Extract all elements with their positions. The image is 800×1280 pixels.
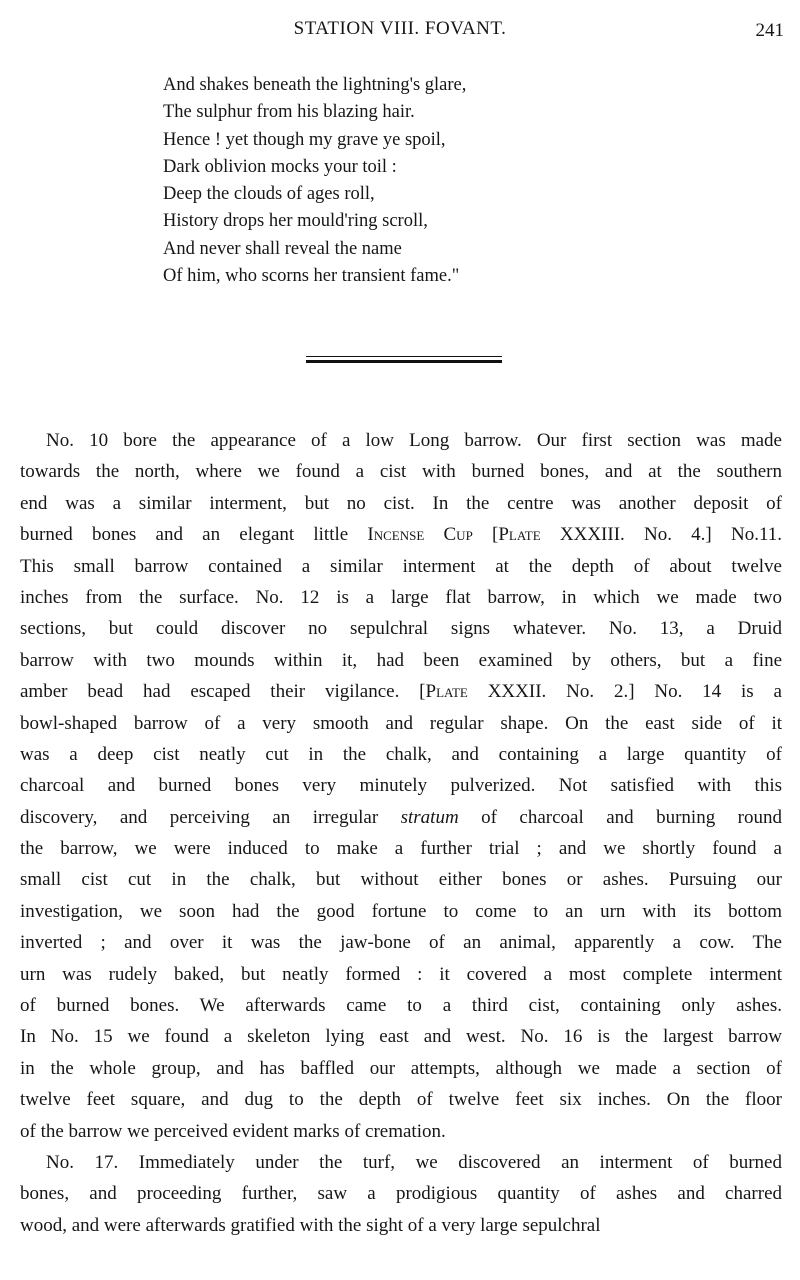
small-caps-text: Plate: [498, 524, 541, 546]
text-line: [20, 1084, 782, 1115]
text-line: [20, 582, 782, 613]
text-segment: end was a similar interment, but no cist. In the centre was another deposit of: [20, 492, 782, 514]
text-line: [20, 1053, 782, 1084]
text-segment: sections, but could discover no sepulchral signs whatever. No. 13, a Druid: [20, 618, 782, 640]
text-line: [20, 739, 782, 770]
text-line: [20, 864, 782, 895]
page-number: 241: [755, 20, 784, 41]
poem-line: Deep the clouds of ages roll,: [163, 184, 375, 205]
text-segment: of charcoal and burning round: [458, 806, 782, 828]
section-divider-thin: [306, 356, 502, 357]
text-segment: of burned bones. We afterwards came to a third cist, containing only ashes.: [20, 995, 782, 1017]
text-line: [20, 519, 782, 550]
text-segment: twelve feet square, and dug to the depth of twelve feet six inches. On the floor: [20, 1089, 782, 1111]
text-line: [20, 425, 782, 456]
text-line: [20, 1021, 782, 1052]
text-segment: burned bones and an elegant little: [20, 524, 368, 546]
text-segment: No. 17. Immediately under the turf, we discovered an interment of burned: [46, 1151, 782, 1173]
poem-line: And never shall reveal the name: [163, 238, 402, 259]
text-line: [20, 990, 782, 1021]
text-segment: investigation, we soon had the good fortune to come to an urn with its bottom: [20, 900, 782, 922]
text-segment: of the barrow we perceived evident marks of cremation.: [20, 1120, 446, 1142]
text-segment: towards the north, where we found a cist with burned bones, and at the southern: [20, 461, 782, 483]
text-segment: In No. 15 we found a skeleton lying east and west. No. 16 is the largest barrow: [20, 1026, 782, 1048]
text-line: [20, 896, 782, 927]
small-caps-text: Incense Cup: [367, 524, 473, 546]
text-segment: No. 10 bore the appearance of a low Long barrow. Our first section was made: [46, 430, 782, 451]
text-segment: inverted ; and over it was the jaw-bone of an animal, apparently a cow. The: [20, 932, 782, 954]
running-head-title: STATION VIII. FOVANT.: [293, 18, 507, 39]
italic-text: stratum: [400, 806, 459, 828]
text-segment: inches from the surface. No. 12 is a large flat barrow, in which we made two: [20, 586, 782, 608]
body-text: [20, 425, 782, 1241]
section-divider-thick: [306, 360, 502, 363]
poem-line: And shakes beneath the lightning's glare,: [163, 75, 467, 95]
poem-line: Dark oblivion mocks your toil :: [163, 156, 397, 177]
text-segment: barrow with two mounds within it, had been examined by others, but a fine: [20, 649, 782, 671]
text-segment: wood, and were afterwards gratified with the sight of a very large sepulchral: [20, 1214, 601, 1236]
text-line: [20, 802, 782, 833]
text-segment: charcoal and burned bones very minutely pulverized. Not satisfied with this: [20, 775, 782, 797]
text-segment: the barrow, we were induced to make a further trial ; and we shortly found a: [20, 838, 782, 860]
text-segment: urn was rudely baked, but neatly formed : it covered a most complete interment: [20, 963, 782, 985]
text-segment: small cist cut in the chalk, but without either bones or ashes. Pursuing our: [20, 869, 782, 891]
text-line: [20, 488, 782, 519]
text-line: [20, 1210, 782, 1241]
text-segment: in the whole group, and has baffled our attempts, although we made a section of: [20, 1057, 782, 1079]
poem-line: History drops her mould'ring scroll,: [163, 211, 428, 232]
text-line: [20, 833, 782, 864]
text-segment: bones, and proceeding further, saw a prodigious quantity of ashes and charred: [20, 1183, 782, 1205]
text-segment: This small barrow contained a similar interment at the depth of about twelve: [20, 555, 782, 577]
text-line: [20, 770, 782, 801]
text-segment: discovery, and perceiving an irregular: [20, 806, 401, 828]
text-line: [20, 613, 782, 644]
text-segment: [: [472, 524, 499, 546]
text-line: [20, 1147, 782, 1178]
poem-stanza: [163, 72, 466, 290]
text-line: [20, 1116, 782, 1147]
text-line: [20, 676, 782, 707]
text-line: [20, 927, 782, 958]
text-segment: was a deep cist neatly cut in the chalk, and containing a large quantity of: [20, 743, 782, 765]
text-line: [20, 456, 782, 487]
small-caps-text: Plate: [425, 681, 468, 703]
text-line: [20, 708, 782, 739]
text-line: [20, 645, 782, 676]
text-line: [20, 959, 782, 990]
poem-line: Of him, who scorns her transient fame.": [163, 266, 460, 287]
text-segment: XXXIII. No. 4.] No.11.: [540, 524, 782, 546]
text-segment: XXXII. No. 2.] No. 14 is a: [467, 681, 782, 703]
text-line: [20, 1178, 782, 1209]
text-line: [20, 551, 782, 582]
poem-line: The sulphur from his blazing hair.: [163, 102, 415, 123]
poem-line: Hence ! yet though my grave ye spoil,: [163, 129, 446, 150]
text-segment: amber bead had escaped their vigilance. [: [20, 681, 426, 703]
text-segment: bowl-shaped barrow of a very smooth and regular shape. On the east side of it: [20, 712, 782, 734]
